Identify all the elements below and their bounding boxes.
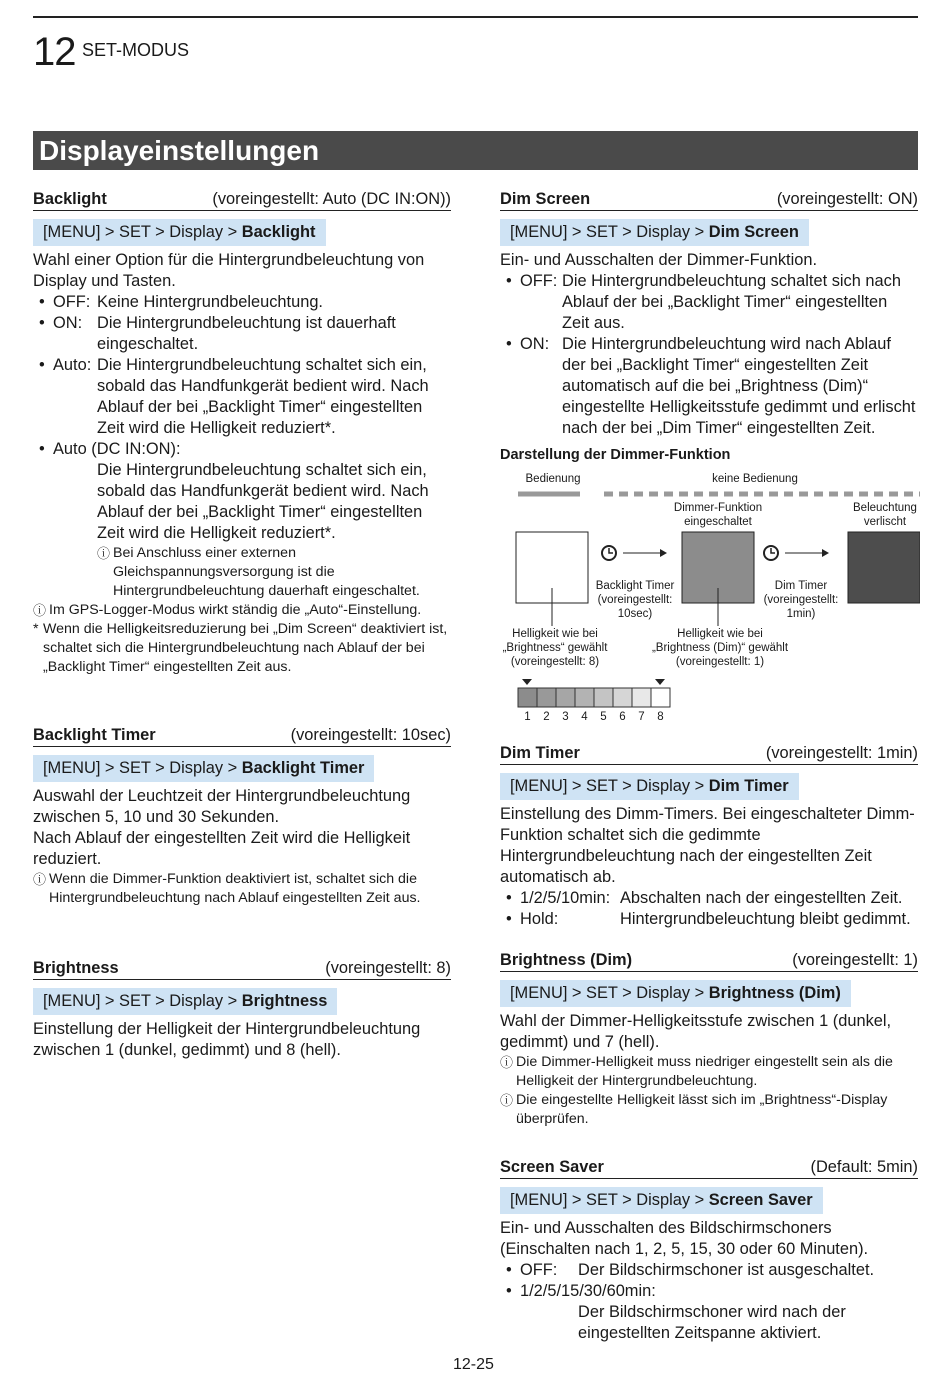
page-number: 12-25 — [453, 1356, 494, 1373]
label-backlight-timer: Backlight Timer (voreingestellt: 10sec) — [595, 580, 675, 620]
menu-path-prefix: [MENU] > SET > Display > — [510, 777, 709, 795]
label-operation: Bedienung — [525, 473, 581, 485]
option-text: Keine Hintergrundbeleuchtung. — [97, 293, 323, 311]
section-backlight — [33, 189, 451, 677]
info-icon: ⓘ — [500, 1093, 514, 1108]
option-text: Die Hintergrundbeleuchtung schaltet sich ein, sobald das Handfunkgerät bedient wird. Nach Ablauf der bei „Backlight Timer“ eingestellten Zeit wird die Helligkeit reduziert*. — [97, 356, 429, 437]
scale-label: 6 — [619, 711, 626, 723]
scale-label: 4 — [581, 711, 588, 723]
info-icon: ⓘ — [97, 546, 111, 561]
section-title: Brightness (Dim) — [500, 951, 633, 969]
section-header — [33, 189, 451, 211]
option-off: • OFF: Die Hintergrundbeleuchtung schaltet sich nach Ablauf der bei „Backlight Timer“ eingestellten Zeit aus. — [500, 271, 918, 334]
label-light-off: Beleuchtung verlischt — [853, 502, 917, 528]
note-gps: ⓘ Im GPS-Logger-Modus wirkt ständig die „Auto“-Einstellung. — [33, 602, 422, 618]
option-label: ON: — [520, 335, 550, 353]
menu-path — [33, 219, 326, 246]
option-text: Hintergrundbeleuchtung bleibt gedimmt. — [620, 910, 911, 928]
menu-path-item: Brightness (Dim) — [708, 984, 841, 1002]
default-value: (voreingestellt: ON) — [776, 190, 918, 208]
default-value: (voreingestellt: 1) — [792, 951, 918, 969]
label-dimmer-on: Dimmer-Funktion eingeschaltet — [673, 502, 763, 528]
header-rule — [33, 16, 918, 18]
scale-label: 1 — [524, 711, 531, 723]
section-brightness — [33, 958, 451, 1061]
chapter-number: 12 — [33, 30, 76, 74]
section-title: Backlight — [33, 190, 107, 208]
option-auto-dc: • Auto (DC IN:ON): — [33, 439, 451, 460]
section-header — [500, 950, 918, 972]
section-screen-saver — [500, 1157, 918, 1344]
option-label: 1/2/5/10min: — [520, 889, 611, 907]
option-label: 1/2/5/15/30/60min: — [520, 1282, 656, 1300]
option-label: OFF: — [520, 272, 558, 290]
option-text: Die Hintergrundbeleuchtung wird nach Ablauf der bei „Backlight Timer“ eingestellten Zeit automatisch auf die bei „Brightness (Dim)“ eingestellte Helligkeitsstufe gedimmt und erlischt nach der bei „Dim Timer“ eingestellten Zeit. — [562, 335, 916, 437]
diagram-graphic — [500, 448, 920, 728]
option-on: • ON: Die Hintergrundbeleuchtung ist dauerhaft eingeschaltet. — [33, 313, 451, 355]
menu-path-prefix: [MENU] > SET > Display > — [43, 223, 242, 241]
note: ⓘ Die eingestellte Helligkeit lässt sich im „Brightness“-Display überprüfen. — [500, 1092, 888, 1127]
section-header — [500, 189, 918, 211]
scale-label: 8 — [657, 711, 664, 723]
menu-path-prefix: [MENU] > SET > Display > — [510, 984, 709, 1002]
label-brightness-dim: Helligkeit wie bei „Brightness (Dim)“ gewählt (voreingestellt: 1) — [651, 628, 789, 668]
section-dim-screen — [500, 189, 918, 439]
menu-path-item: Dim Timer — [708, 777, 789, 795]
body-text: Einstellung des Dimm-Timers. Bei eingeschalteter Dimm-Funktion schaltet sich die gedimmte Hintergrundbeleuchtung nach der eingestellten Zeit automatisch ab. — [500, 805, 915, 886]
menu-path — [500, 980, 851, 1007]
scale-label: 5 — [600, 711, 607, 723]
chapter-title: SET-MODUS — [82, 40, 190, 60]
label-brightness: Helligkeit wie bei „Brightness“ gewählt (voreingestellt: 8) — [502, 628, 608, 668]
section-title: Backlight Timer — [33, 726, 156, 744]
menu-path — [500, 219, 809, 246]
marker-dim-icon — [522, 679, 532, 685]
timer-icon — [764, 546, 778, 560]
intro-text: Wahl einer Option für die Hintergrundbeleuchtung von Display und Tasten. — [33, 251, 425, 290]
option-text: Die Hintergrundbeleuchtung schaltet sich nach Ablauf der bei „Backlight Timer“ eingestellten Zeit aus. — [562, 272, 901, 332]
section-title: Brightness — [33, 959, 119, 977]
option-minutes-text: Der Bildschirmschoner wird nach der eingestellten Zeitspanne aktiviert. — [578, 1303, 846, 1342]
section-backlight-timer — [33, 725, 451, 908]
section-dim-timer — [500, 743, 918, 930]
option-text: Abschalten nach der eingestellten Zeit. — [620, 889, 903, 907]
option-minutes: • 1/2/5/10min: Abschalten nach der eingestellten Zeit. — [500, 888, 918, 909]
body-text: Wahl der Dimmer-Helligkeitsstufe zwischen 1 (dunkel, gedimmt) und 7 (hell). — [500, 1012, 892, 1051]
scale-label: 2 — [543, 711, 550, 723]
dimmer-diagram — [500, 448, 920, 728]
section-brightness-dim — [500, 950, 918, 1129]
section-header — [33, 958, 451, 980]
option-text: Die Hintergrundbeleuchtung ist dauerhaft eingeschaltet. — [97, 314, 396, 353]
label-no-operation: keine Bedienung — [712, 473, 798, 485]
option-auto-dc-text: Die Hintergrundbeleuchtung schaltet sich ein, sobald das Handfunkgerät bedient wird. Nach Ablauf der bei „Backlight Timer“ eingestellten Zeit wird die Helligkeit reduziert*. — [97, 461, 429, 542]
brightness-scale — [518, 688, 670, 707]
menu-path-prefix: [MENU] > SET > Display > — [510, 223, 709, 241]
note: ⓘ Die Dimmer-Helligkeit muss niedriger eingestellt sein als die Helligkeit der Hintergrundbeleuchtung. — [500, 1054, 893, 1089]
option-minutes: • 1/2/5/15/30/60min: — [500, 1281, 918, 1302]
section-banner: Displayeinstellungen — [33, 131, 918, 170]
diagram-title: Darstellung der Dimmer-Funktion — [500, 447, 731, 463]
section-title: Screen Saver — [500, 1158, 604, 1176]
menu-path — [500, 773, 799, 800]
option-auto-dc-note: ⓘ Bei Anschluss einer externen Gleichspannungsversorgung ist die Hintergrundbeleuchtung dauerhaft eingeschaltet. — [97, 545, 420, 599]
default-value: (voreingestellt: 1min) — [765, 744, 918, 762]
info-icon: ⓘ — [33, 872, 47, 887]
timer-icon — [602, 546, 616, 560]
body-text: Nach Ablauf der eingestellten Zeit wird die Helligkeit reduziert. — [33, 829, 411, 868]
option-hold: • Hold: Hintergrundbeleuchtung bleibt gedimmt. — [500, 909, 918, 930]
info-icon: ⓘ — [500, 1055, 514, 1070]
intro-text: Ein- und Ausschalten der Dimmer-Funktion. — [500, 251, 818, 269]
body-text: Auswahl der Leuchtzeit der Hintergrundbeleuchtung zwischen 5, 10 und 30 Sekunden. — [33, 787, 411, 826]
scale-label: 7 — [638, 711, 645, 723]
menu-path-prefix: [MENU] > SET > Display > — [43, 759, 242, 777]
default-value: (Default: 5min) — [810, 1158, 918, 1176]
menu-path-item: Backlight — [241, 223, 316, 241]
marker-bright-icon — [655, 679, 665, 685]
option-label: OFF: — [53, 293, 91, 311]
option-text: Der Bildschirmschoner ist ausgeschaltet. — [578, 1261, 875, 1279]
default-value: (voreingestellt: Auto (DC IN:ON)) — [212, 190, 451, 208]
menu-path — [33, 988, 337, 1015]
option-label: Auto (DC IN:ON): — [53, 440, 181, 458]
menu-path-item: Dim Screen — [708, 223, 799, 241]
asterisk-icon: * — [33, 621, 39, 637]
display-off — [848, 532, 920, 603]
scale-label: 3 — [562, 711, 569, 723]
section-title: Dim Screen — [500, 190, 591, 208]
menu-path-prefix: [MENU] > SET > Display > — [43, 992, 242, 1010]
option-auto: • Auto: Die Hintergrundbeleuchtung schaltet sich ein, sobald das Handfunkgerät bedient wird. Nach Ablauf der bei „Backlight Timer“ eingestellten Zeit wird die Helligkeit reduziert*. — [33, 355, 451, 439]
option-off: • OFF: Der Bildschirmschoner ist ausgeschaltet. — [500, 1260, 918, 1281]
section-header — [500, 743, 918, 765]
section-title: Dim Timer — [500, 744, 580, 762]
note: ⓘ Wenn die Dimmer-Funktion deaktiviert ist, schaltet sich die Hintergrundbeleuchtung nach Ablauf eingestellten Zeit aus. — [33, 871, 421, 906]
menu-path-prefix: [MENU] > SET > Display > — [510, 1191, 709, 1209]
menu-path — [500, 1187, 823, 1214]
option-label: Hold: — [520, 910, 559, 928]
arrow-head — [660, 549, 667, 557]
section-header — [33, 725, 451, 747]
menu-path-item: Backlight Timer — [241, 759, 365, 777]
info-icon: ⓘ — [33, 603, 47, 618]
body-text: Ein- und Ausschalten des Bildschirmschoners (Einschalten nach 1, 2, 5, 15, 30 oder 60 Minuten). — [500, 1219, 869, 1258]
default-value: (voreingestellt: 8) — [325, 959, 451, 977]
label-dim-timer: Dim Timer (voreingestellt: 1min) — [763, 580, 839, 620]
menu-path — [33, 755, 374, 782]
footnote: * Wenn die Helligkeitsreduzierung bei „Dim Screen“ deaktiviert ist, schaltet sich die Hintergrundbeleuchtung nach Ablauf der bei „Backlight Timer“ eingestellten Zeit aus. — [33, 621, 448, 675]
default-value: (voreingestellt: 10sec) — [290, 726, 451, 744]
option-off: • OFF: Keine Hintergrundbeleuchtung. — [33, 292, 451, 313]
option-on: • ON: Die Hintergrundbeleuchtung wird nach Ablauf der bei „Backlight Timer“ eingestellten Zeit automatisch auf die bei „Brightness (Dim)“ eingestellte Helligkeitsstufe gedimmt und erlischt nach der bei „Dim Timer“ eingestellten Zeit. — [500, 334, 918, 439]
menu-path-item: Brightness — [241, 992, 328, 1010]
menu-path-item: Screen Saver — [708, 1191, 813, 1209]
option-label: ON: — [53, 314, 83, 332]
option-label: Auto: — [53, 356, 92, 374]
body-text: Einstellung der Helligkeit der Hintergrundbeleuchtung zwischen 1 (dunkel, gedimmt) und 8 (hell). — [33, 1020, 421, 1059]
arrow-head — [822, 549, 829, 557]
option-label: OFF: — [520, 1261, 558, 1279]
section-header — [500, 1157, 918, 1179]
